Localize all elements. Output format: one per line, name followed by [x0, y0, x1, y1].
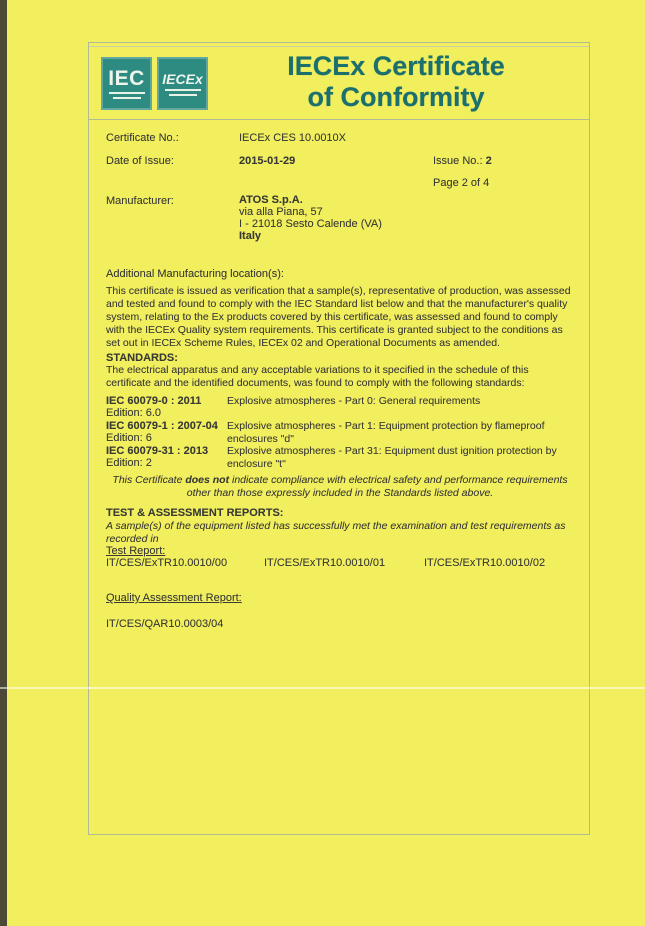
date-of-issue-label: Date of Issue:	[106, 155, 174, 167]
compliance-note-bold: does not	[185, 474, 230, 486]
standard-code: IEC 60079-31 : 2013	[106, 445, 209, 457]
frame-inner-topline	[89, 46, 589, 47]
manufacturer-country: Italy	[239, 230, 262, 242]
standard-description: Explosive atmospheres - Part 0: General requirements	[227, 395, 481, 407]
manufacturer-addr2: I - 21018 Sesto Calende (VA)	[239, 218, 382, 230]
test-report-number: IT/CES/ExTR10.0010/00	[106, 557, 228, 569]
reports-heading: TEST & ASSESSMENT REPORTS:	[106, 507, 284, 519]
issue-no-label: Issue No.:	[433, 155, 483, 167]
paper-fold-crease	[0, 687, 645, 689]
manufacturer-addr1: via alla Piana, 57	[239, 206, 323, 218]
standards-intro: The electrical apparatus and any acceptable variations to it specified in the schedule of this certificate and the identified documents, was found to comply with the following standards:	[106, 364, 529, 389]
logo-group	[101, 57, 208, 110]
certificate-no-value: IECEx CES 10.0010X	[239, 132, 347, 144]
test-report-number: IT/CES/ExTR10.0010/02	[424, 557, 546, 569]
iecex-logo-bar	[165, 89, 201, 91]
standard-code: IEC 60079-0 : 2011	[106, 395, 202, 407]
certificate-no-label: Certificate No.:	[106, 132, 179, 144]
standard-edition: Edition: 6.0	[106, 407, 162, 419]
issue-no	[433, 155, 492, 167]
qar-label: Quality Assessment Report:	[106, 592, 242, 604]
certificate-title-line2: of Conformity	[307, 82, 485, 112]
scan-edge-shadow	[0, 0, 7, 926]
iec-logo-bar2	[113, 97, 141, 99]
standard-description: Explosive atmospheres - Part 31: Equipment dust ignition protection by enclosure "t"	[227, 445, 557, 470]
iecex-logo	[157, 57, 208, 110]
date-of-issue-value: 2015-01-29	[239, 155, 296, 167]
verification-paragraph: This certificate is issued as verification that a sample(s), representative of production, was assessed and tested and found to comply with the IEC Standard list below and that the manufacturer's quality system, relating to the Ex products covered by this certificate, was assessed and found to comply with the IECEx Quality system requirements. This certificate is granted subject to the conditions as set out in IECEx Scheme Rules, IECEx 02 and Operational Documents as amended.	[106, 285, 571, 349]
standard-edition: Edition: 2	[106, 457, 152, 469]
iec-logo-label: IEC	[108, 67, 145, 90]
manufacturer-name: ATOS S.p.A.	[239, 194, 303, 206]
issue-no-value: 2	[485, 155, 492, 167]
iec-logo-bar	[109, 92, 145, 94]
page-indicator: Page 2 of 4	[433, 177, 490, 189]
header-divider	[89, 119, 589, 120]
certificate-title	[229, 51, 563, 113]
compliance-note-pre: This Certificate	[112, 474, 186, 486]
certificate-frame	[88, 42, 590, 835]
iec-logo	[101, 57, 152, 110]
manufacturer-label: Manufacturer:	[106, 195, 174, 207]
standard-edition: Edition: 6	[106, 432, 152, 444]
compliance-note-post: indicate compliance with electrical safety and performance requirements other than those expressly included in the Standards listed above.	[186, 474, 568, 499]
certificate-title-line1: IECEx Certificate	[287, 51, 505, 81]
iecex-logo-bar2	[169, 94, 197, 96]
test-report-label: Test Report:	[106, 545, 166, 557]
standard-description: Explosive atmospheres - Part 1: Equipment protection by flameproof enclosures "d"	[227, 420, 545, 445]
standard-code: IEC 60079-1 : 2007-04	[106, 420, 218, 432]
qar-value: IT/CES/QAR10.0003/04	[106, 618, 224, 630]
test-report-number: IT/CES/ExTR10.0010/01	[264, 557, 386, 569]
compliance-note	[111, 474, 569, 500]
reports-subheading: A sample(s) of the equipment listed has successfully met the examination and test requirements as recorded in	[106, 520, 566, 545]
standards-heading: STANDARDS:	[106, 352, 178, 364]
additional-locations-label: Additional Manufacturing location(s):	[106, 268, 284, 280]
iecex-logo-label: IECEx	[162, 70, 203, 87]
manufacturer-block	[239, 194, 382, 242]
